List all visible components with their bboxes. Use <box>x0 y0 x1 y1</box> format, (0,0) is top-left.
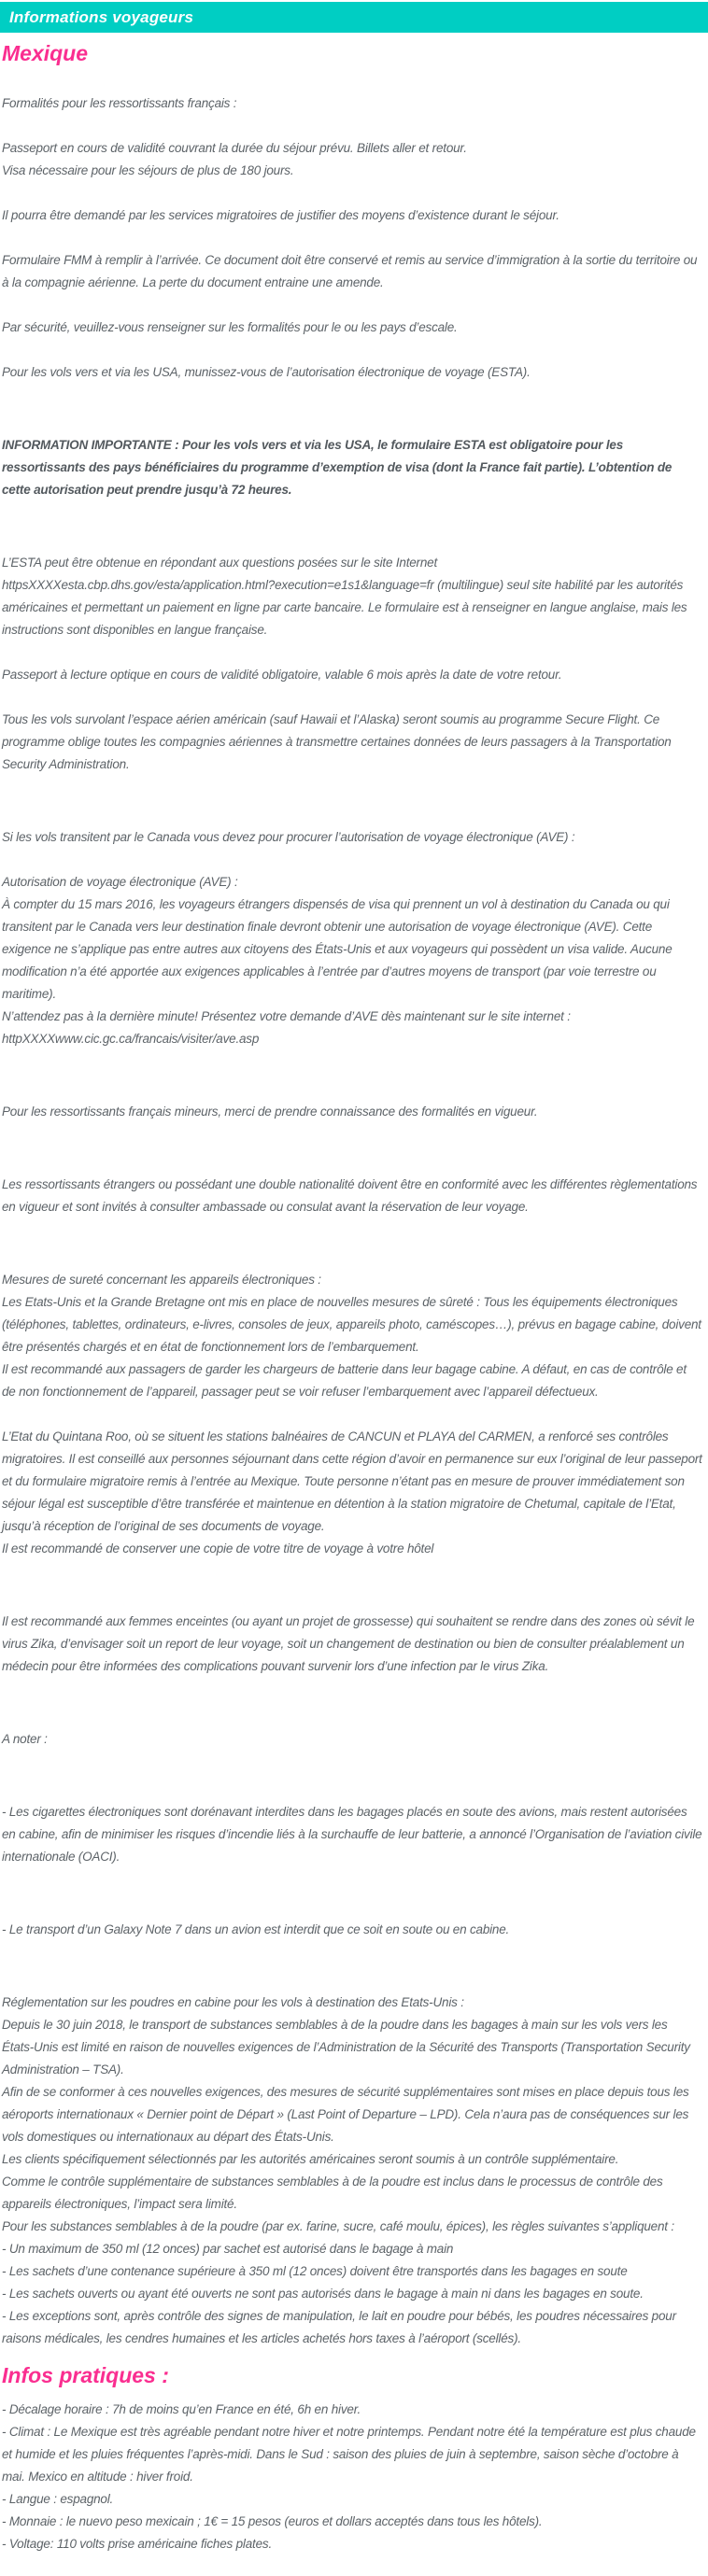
paragraph-optical-passport: Passeport à lecture optique en cours de validité obligatoire, valable 6 mois après la date de votre retour. <box>2 668 562 682</box>
paragraph-time-diff: - Décalage horaire : 7h de moins qu’en France en été, 6h en hiver. <box>2 2402 361 2416</box>
paragraph-travel-doc-copy: Il est recommandé de conserver une copie de votre titre de voyage à votre hôtel <box>2 1541 434 1555</box>
paragraph-passport: Passeport en cours de validité couvrant la durée du séjour prévu. Billets aller et retour. <box>2 141 467 155</box>
paragraph-esta-site: L’ESTA peut être obtenue en répondant aux questions posées sur le site Internet httpsXXXXesta.cbp.dhs.gov/esta/application.html?execution=e1s1&language=fr (multilingue) seul site habilité par les autorités américaines et permettant un paiement en ligne par carte bancaire. Le formulaire est à renseigner en langue anglaise, mais les instructions sont disponibles en langue française. <box>2 556 687 637</box>
paragraph-climate: - Climat : Le Mexique est très agréable pendant notre hiver et notre printemps. Pendant notre été la température est plus chaude et humide et les pluies fréquentes l’après-midi. Dans le Sud : saison des pluies de juin à septembre, saison sèche d’octobre à mai. Mexico en altitude : hiver froid. <box>2 2425 696 2484</box>
paragraph-powders-rule: Depuis le 30 juin 2018, le transport de substances semblables à de la poudre dans les bagages à main sur les vols vers les États-Unis est limité en raison de nouvelles exigences de l’Administration de la Sécurité des Transports (Transportation Security Administration – TSA). <box>2 2018 690 2076</box>
paragraph-ave-detail: À compter du 15 mars 2016, les voyageurs étrangers dispensés de visa qui prennent un vol à destination du Canada ou qui transitent par le Canada vers leur destination finale devront obtenir une autorisation de voyage électronique (AVE). Cette exigence ne s’applique pas entre autres aux citoyens des États-Unis et aux voyageurs qui possèdent un visa valide. Aucune modification n’a été apportée aux exigences applicables à l’entrée par d’autres moyens de transport (par voie terrestre ou maritime). <box>2 897 673 1001</box>
paragraph-currency: - Monnaie : le nuevo peso mexicain ; 1€ = 15 pesos (euros et dollars acceptés dans tous les hôtels). <box>2 2514 543 2528</box>
country-heading: Mexique <box>2 41 89 65</box>
paragraph-rule-bigger: - Les sachets d’une contenance supérieure à 350 ml (12 onces) doivent être transportés dans les bagages en soute <box>2 2264 628 2278</box>
paragraph-escale: Par sécurité, veuillez-vous renseigner sur les formalités pour le ou les pays d’escale. <box>2 320 458 334</box>
paragraph-powders-title: Réglementation sur les poudres en cabine pour les vols à destination des Etats-Unis : <box>2 1995 464 2009</box>
paragraph-powder-rules-intro: Pour les substances semblables à de la poudre (par ex. farine, sucre, café moulu, épices), les règles suivantes s’appliquent : <box>2 2219 674 2233</box>
paragraph-fmm-form: Formulaire FMM à remplir à l’arrivée. Ce document doit être conservé et remis au service d’immigration à la sortie du territoire ou à la compagnie aérienne. La perte du document entraine une amende. <box>2 253 698 289</box>
paragraph-galaxy-note7: - Le transport d’un Galaxy Note 7 dans un avion est interdit que ce soit en soute ou en cabine. <box>2 1922 510 1936</box>
paragraph-rule-exceptions: - Les exceptions sont, après contrôle des signes de manipulation, le lait en poudre pour bébés, les poudres nécessaires pour raisons médicales, les cendres humaines et les articles achetés hors taxes à l’aéroport (scellés). <box>2 2309 676 2345</box>
paragraph-secure-flight: Tous les vols survolant l’espace aérien américain (sauf Hawaii et l’Alaska) seront soumis au programme Secure Flight. Ce programme oblige toutes les compagnies aériennes à transmettre certaines données de leurs passagers à la Transportation Security Administration. <box>2 712 672 771</box>
paragraph-limited-impact: Comme le contrôle supplémentaire de substances semblables à de la poudre est inclus dans le processus de contrôle des appareils électroniques, l’impact sera limité. <box>2 2175 663 2211</box>
paragraph-language: - Langue : espagnol. <box>2 2492 114 2506</box>
paragraph-chargers: Il est recommandé aux passagers de garder les chargeurs de batterie dans leur bagage cabine. A défaut, en cas de contrôle et de non fonctionnement de l’appareil, passager peut se voir refuser l’embarquement avec l’appareil défectueux. <box>2 1362 687 1399</box>
paragraph-formalities-intro: Formalités pour les ressortissants français : <box>2 96 237 110</box>
paragraph-esta-note: Pour les vols vers et via les USA, munissez-vous de l’autorisation électronique de voyage (ESTA). <box>2 365 531 379</box>
paragraph-ecig: - Les cigarettes électroniques sont dorénavant interdites dans les bagages placés en soute des avions, mais restent autorisées en cabine, afin de minimiser les risques d’incendie liés à la surchauffe de leur batterie, a annoncé l’Organisation de l’aviation civile internationale (OACI). <box>2 1805 702 1864</box>
paragraph-ave-title: Autorisation de voyage électronique (AVE) : <box>2 875 238 889</box>
paragraph-migration-services: Il pourra être demandé par les services migratoires de justifier des moyens d’existence durant le séjour. <box>2 208 559 222</box>
paragraph-electronics-measures: Les Etats-Unis et la Grande Bretagne ont mis en place de nouvelles mesures de sûreté : Tous les équipements électroniques (téléphones, tablettes, ordinateurs, e-livres, consoles de jeux, appareils photo, caméscopes…), prévus en bagage cabine, doivent être présentés chargés et en état de fonctionnement lors de l’embarquement. <box>2 1295 701 1354</box>
paragraph-ave-apply: N’attendez pas à la dernière minute! Présentez votre demande d’AVE dès maintenant sur le site internet : httpXXXXwww.cic.gc.ca/francais/visiter/ave.asp <box>2 1009 571 1046</box>
paragraph-foreign-nationals: Les ressortissants étrangers ou possédant une double nationalité doivent être en conformité avec les différentes règlementations en vigueur et sont invités à consulter ambassade ou consulat avant la réservation de leur voyage. <box>2 1177 698 1214</box>
paragraph-lpd: Afin de se conformer à ces nouvelles exigences, des mesures de sécurité supplémentaires sont mises en place depuis tous les aéroports internationaux « Dernier point de Départ » (Last Point of Departure – LPD). Cela n’aura pas de conséquences sur les vols domestiques ou internationaux au départ des États-Unis. <box>2 2085 689 2144</box>
paragraph-visa: Visa nécessaire pour les séjours de plus de 180 jours. <box>2 163 294 177</box>
section-header-bar <box>0 2 708 33</box>
paragraph-zika: Il est recommandé aux femmes enceintes (ou ayant un projet de grossesse) qui souhaitent se rendre dans des zones où sévit le virus Zika, d’envisager soit un report de leur voyage, soit un changement de destination ou bien de consulter préalablement un médecin pour être informées des complications pouvant survenir lors d’une infection par le virus Zika. <box>2 1614 695 1673</box>
paragraph-rule-open: - Les sachets ouverts ou ayant été ouverts ne sont pas autorisés dans le bagage à main ni dans les bagages en soute. <box>2 2287 644 2301</box>
section-title: Informations voyageurs <box>9 8 194 26</box>
paragraph-selected-clients: Les clients spécifiquement sélectionnés par les autorités américaines seront soumis à un contrôle supplémentaire. <box>2 2152 619 2166</box>
paragraph-important-info: INFORMATION IMPORTANTE : Pour les vols vers et via les USA, le formulaire ESTA est obligatoire pour les ressortissants des pays bénéficiaires du programme d’exemption de visa (dont la France fait partie). L’obtention de cette autorisation peut prendre jusqu’à 72 heures. <box>2 438 673 497</box>
paragraph-electronics-title: Mesures de sureté concernant les appareils électroniques : <box>2 1273 321 1287</box>
paragraph-quintana-roo: L’Etat du Quintana Roo, où se situent les stations balnéaires de CANCUN et PLAYA del CARMEN, a renforcé ses contrôles migratoires. Il est conseillé aux personnes séjournant dans cette région d’avoir en permanence sur eux l’original de leur passeport et du formulaire migratoire remis à l’entrée au Mexique. Toute personne n’étant pas en mesure de prouver immédiatement son séjour légal est susceptible d’être transférée et maintenue en détention à la station migratoire de Chetumal, capitale de l’Etat, jusqu’à réception de l’original de ses documents de voyage. <box>2 1429 702 1533</box>
paragraph-rule-350ml: - Un maximum de 350 ml (12 onces) par sachet est autorisé dans le bagage à main <box>2 2242 454 2256</box>
paragraph-note-title: A noter : <box>2 1732 48 1746</box>
infos-pratiques-heading: Infos pratiques : <box>2 2363 169 2387</box>
paragraph-minors: Pour les ressortissants français mineurs, merci de prendre connaissance des formalités en vigueur. <box>2 1105 538 1119</box>
paragraph-canada-transit: Si les vols transitent par le Canada vous devez pour procurer l’autorisation de voyage électronique (AVE) : <box>2 830 575 844</box>
paragraph-voltage: - Voltage: 110 volts prise américaine fiches plates. <box>2 2537 272 2551</box>
traveler-info-document <box>0 40 708 2569</box>
